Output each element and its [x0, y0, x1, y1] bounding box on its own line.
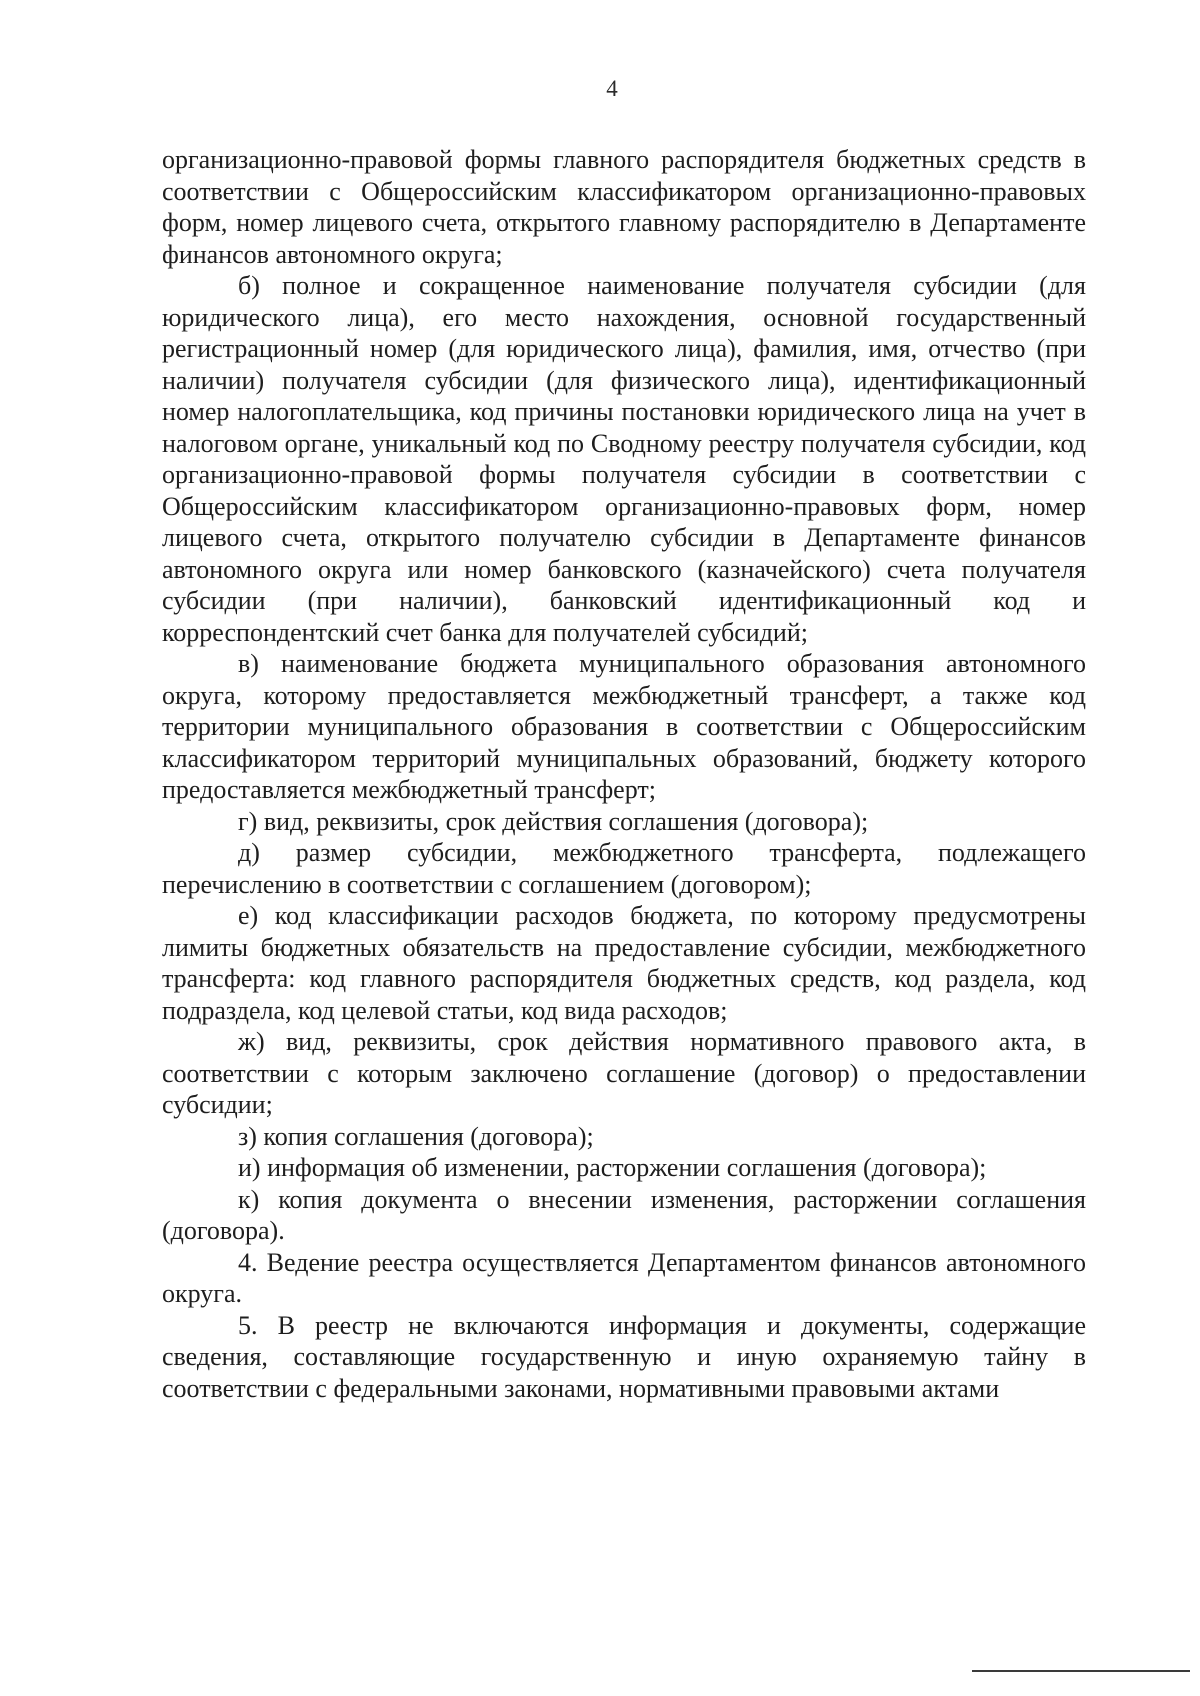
paragraph-point-4: 4. Ведение реестра осуществляется Департаментом финансов автономного округа.	[162, 1247, 1086, 1308]
document-body	[162, 144, 1086, 1404]
paragraph-point-5: 5. В реестр не включаются информация и документы, содержащие сведения, составляющие государственную и иную охраняемую тайну в соответствии с федеральными законами, нормативными правовыми актами	[162, 1310, 1086, 1403]
paragraph-item-b: б) полное и сокращенное наименование получателя субсидии (для юридического лица), его место нахождения, основной государственный регистрационный номер (для юридического лица), фамилия, имя, отчество (при наличии) получателя субсидии (для физического лица), идентификационный номер налогоплательщика, код причины постановки юридического лица на учет в налоговом органе, уникальный код по Сводному реестру получателя субсидии, код организационно-правовой формы получателя субсидии в соответствии с Общероссийским классификатором организационно-правовых форм, номер лицевого счета, открытого получателю субсидии в Департаменте финансов автономного округа или номер банковского (казначейского) счета получателя субсидии (при наличии), банковский идентификационный код и корреспондентский счет банка для получателей субсидий;	[162, 271, 1086, 647]
paragraph-item-e: е) код классификации расходов бюджета, по которому предусмотрены лимиты бюджетных обязательств на предоставление субсидии, межбюджетного трансферта: код главного распорядителя бюджетных средств, код раздела, код подраздела, код целевой статьи, код вида расходов;	[162, 901, 1086, 1025]
paragraph-item-z: з) копия соглашения (договора);	[238, 1121, 594, 1151]
footer-rule	[972, 1670, 1190, 1672]
paragraph-item-zh: ж) вид, реквизиты, срок действия нормативного правового акта, в соответствии с которым заключено соглашение (договор) о предоставлении субсидии;	[162, 1027, 1086, 1119]
paragraph-item-d: д) размер субсидии, межбюджетного трансферта, подлежащего перечислению в соответствии с соглашением (договором);	[162, 838, 1086, 899]
paragraph-item-k: к) копия документа о внесении изменения, расторжении соглашения (договора).	[162, 1184, 1086, 1245]
paragraph-item-g: г) вид, реквизиты, срок действия соглашения (договора);	[238, 806, 869, 836]
paragraph-continuation: организационно-правовой формы главного распорядителя бюджетных средств в соответствии с Общероссийским классификатором организационно-правовых форм, номер лицевого счета, открытого главному распорядителю в Департаменте финансов автономного округа;	[162, 145, 1086, 269]
page-number: 4	[606, 76, 618, 101]
paragraph-item-i: и) информация об изменении, расторжении соглашения (договора);	[238, 1153, 987, 1182]
paragraph-item-v: в) наименование бюджета муниципального образования автономного округа, которому предоставляется межбюджетный трансферт, а также код территории муниципального образования в соответствии с Общероссийским классификатором территорий муниципальных образований, бюджету которого предоставляется межбюджетный трансферт;	[162, 649, 1086, 804]
